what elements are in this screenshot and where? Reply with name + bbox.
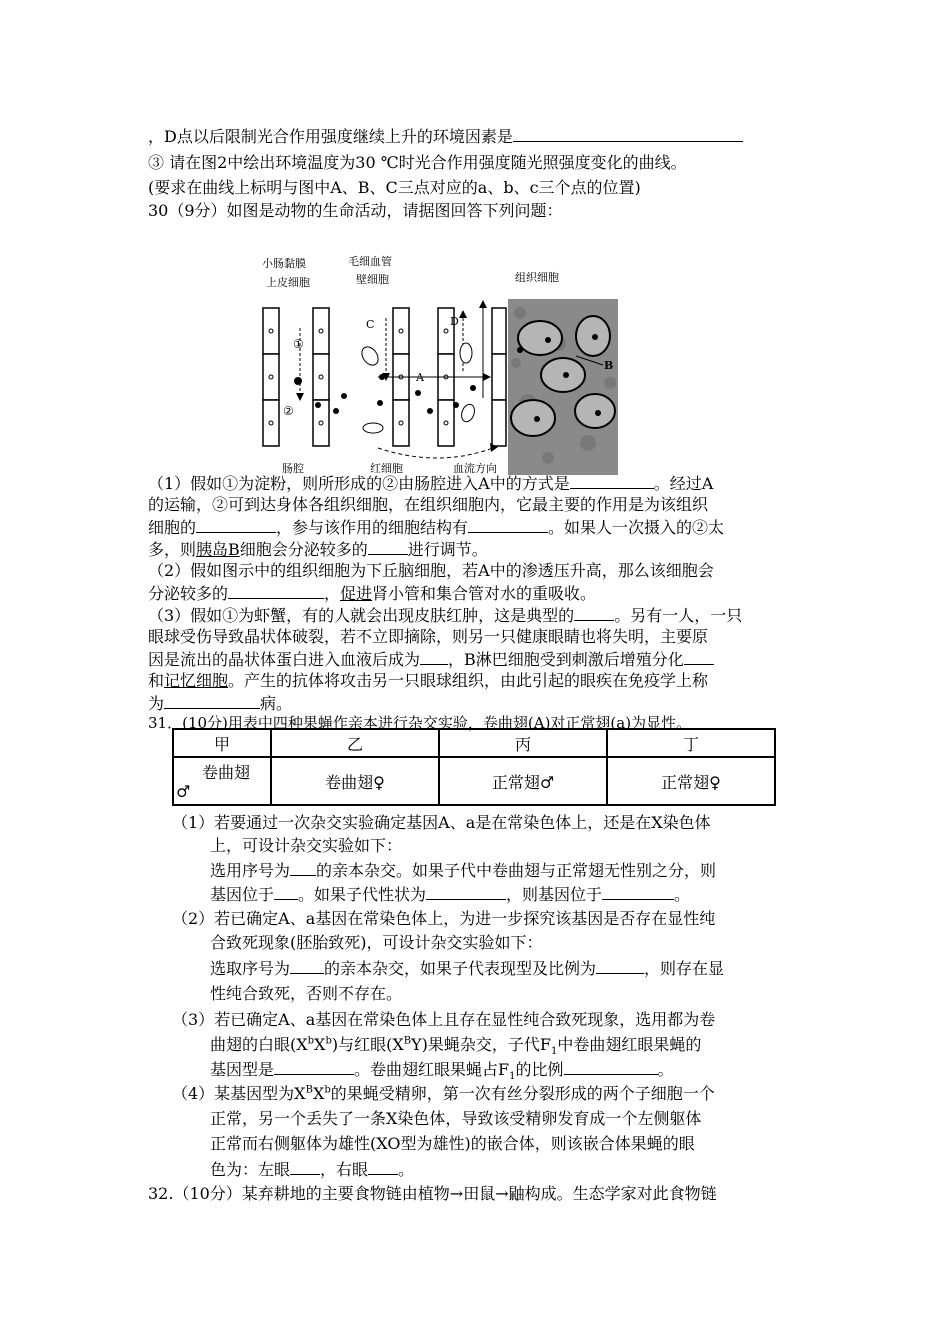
q31-s2-line3: 选取序号为 的亲本杂交，如果子代表现型及比例为 ，则存在显 bbox=[210, 959, 725, 978]
q30-p3-line2: 眼球受伤导致晶状体破裂，若不立即摘除，则另一只健康眼睛也将失明，主要原 bbox=[148, 627, 709, 646]
label-tissue-cell: 组织细胞 bbox=[515, 271, 559, 284]
q31-s2-line1: （2）若已确定A、a基因在常染色体上，为进一步探究该基因是否存在显性纯 bbox=[172, 909, 716, 928]
q31-s2-line2: 合致死现象(胚胎致死)，可设计杂交实验如下： bbox=[210, 933, 543, 952]
q31-s2-line4: 性纯合致死，否则不存在。 bbox=[210, 984, 403, 1003]
label-capillary-2: 壁细胞 bbox=[356, 273, 389, 286]
male-symbol: ♂ bbox=[176, 782, 191, 801]
table-cell-bing: 正常翅♂ bbox=[439, 757, 607, 805]
q31-heading: 31．(10分)用表中四种果蝇作亲本进行杂交实验，卷曲翅(A)对正常翅(a)为显性。 bbox=[148, 714, 692, 732]
q30-heading: 30（9分）如图是动物的生命活动，请据图回答下列问题： bbox=[148, 201, 563, 220]
q31-s3-line1: （3）若已确定A、a基因在常染色体上且存在显性纯合致死现象，选用都为卷 bbox=[172, 1010, 716, 1029]
label-B: B bbox=[604, 359, 614, 372]
label-flow: 血流方向 bbox=[453, 462, 497, 475]
fly-parent-table bbox=[172, 728, 776, 806]
q29-line2: ③ 请在图2中绘出环境温度为30 ℃时光合作用强度随光照强度变化的曲线。 bbox=[148, 153, 687, 172]
q31-s1-line4: 基因位于 。如果子代性状为 ，则基因位于 。 bbox=[210, 885, 691, 904]
table-header-ding: 丁 bbox=[607, 729, 775, 757]
q29-line3: (要求在曲线上标明与图中A、B、C三点对应的a、b、c三个点的位置) bbox=[148, 178, 641, 197]
table-cell-yi: 卷曲翅♀ bbox=[271, 757, 439, 805]
q30-p2-line2: 分泌较多的 ，促进肾小管和集合管对水的重吸收。 bbox=[148, 584, 597, 603]
table-header-jia: 甲 bbox=[173, 729, 271, 757]
label-villus-1: 小肠黏膜 bbox=[262, 257, 306, 270]
label-2: ② bbox=[283, 404, 294, 418]
label-villus-2: 上皮细胞 bbox=[266, 276, 310, 289]
q30-p2-line1: （2）假如图示中的组织细胞为下丘脑细胞，若A中的渗透压升高，那么该细胞会 bbox=[148, 561, 714, 580]
q31-s3-line3: 基因型是 。卷曲翅红眼果蝇占$F_1$的比例 。 bbox=[210, 1060, 674, 1083]
table-cell-ding: 正常翅♀ bbox=[607, 757, 775, 805]
q30-p3-line4: 和记忆细胞。产生的抗体将攻击另一只眼球组织，由此引起的眼疾在免疫学上称 bbox=[148, 671, 709, 690]
label-C: C bbox=[366, 318, 375, 331]
q31-s4-line1: （4）某基因型为$X^BX^b$的果蝇受精卵，第一次有丝分裂形成的两个子细胞一个 bbox=[172, 1084, 715, 1103]
label-A: A bbox=[416, 371, 424, 384]
label-rbc: 红细胞 bbox=[370, 462, 403, 475]
q29-line1: ，D点以后限制光合作用强度继续上升的环境因素是 bbox=[148, 125, 743, 148]
label-D: D bbox=[450, 315, 459, 328]
q30-p3-line5: 为 病。 bbox=[148, 694, 293, 713]
q30-p1-line2: 的运输，②可到达身体各组织细胞，在组织细胞内，它最主要的作用是为该组织 bbox=[148, 495, 709, 514]
q30-p1-line4: 多，则胰岛B细胞会分泌较多的 进行调节。 bbox=[148, 540, 488, 559]
q31-s1-line3: 选用序号为 的亲本杂交。如果子代中卷曲翅与正常翅无性别之分，则 bbox=[210, 861, 717, 880]
label-1: ① bbox=[293, 337, 304, 351]
q31-s1-line2: 上，可设计杂交实验如下： bbox=[210, 836, 403, 855]
table-header-yi: 乙 bbox=[271, 729, 439, 757]
label-lumen: 肠腔 bbox=[282, 462, 304, 475]
q32-heading: 32.（10分）某弃耕地的主要食物链由植物→田鼠→鼬构成。生态学家对此食物链 bbox=[148, 1184, 717, 1203]
q31-s4-line2: 正常，另一个丢失了一条X染色体，导致该受精卵发育成一个左侧躯体 bbox=[210, 1109, 702, 1128]
q30-p1-line3: 细胞的 ，参与该作用的细胞结构有 。如果人一次摄入的②太 bbox=[148, 518, 725, 537]
table-header-bing: 丙 bbox=[439, 729, 607, 757]
q31-s4-line4: 色为：左眼 ，右眼 。 bbox=[210, 1160, 415, 1179]
label-capillary-1: 毛细血管 bbox=[348, 255, 392, 268]
q31-s1-line1: （1）若要通过一次杂交实验确定基因A、a是在常染色体上，还是在X染色体 bbox=[172, 813, 711, 832]
animal-life-activity-figure bbox=[258, 253, 618, 475]
q30-p3-line3: 因是流出的晶状体蛋白进入血液后成为 ，B淋巴细胞受到刺激后增殖分化 bbox=[148, 648, 714, 671]
q30-p1-line1: （1）假如①为淀粉，则所形成的②由肠腔进入A中的方式是 。经过A bbox=[148, 474, 714, 493]
table-cell-jia: 卷曲翅 ♂ bbox=[173, 757, 271, 805]
q31-s4-line3: 正常而右侧躯体为雄性(XO型为雄性)的嵌合体，则该嵌合体果蝇的眼 bbox=[210, 1134, 695, 1153]
q31-s3-line2: 曲翅的白眼$(X^bX^b)$与红眼$(X^BY)$果蝇杂交，子代$F_1$中卷曲翅红眼果蝇的 bbox=[210, 1035, 702, 1058]
q30-p3-line1: （3）假如①为虾蟹，有的人就会出现皮肤红肿，这是典型的 。另有一人，一只 bbox=[148, 606, 743, 625]
